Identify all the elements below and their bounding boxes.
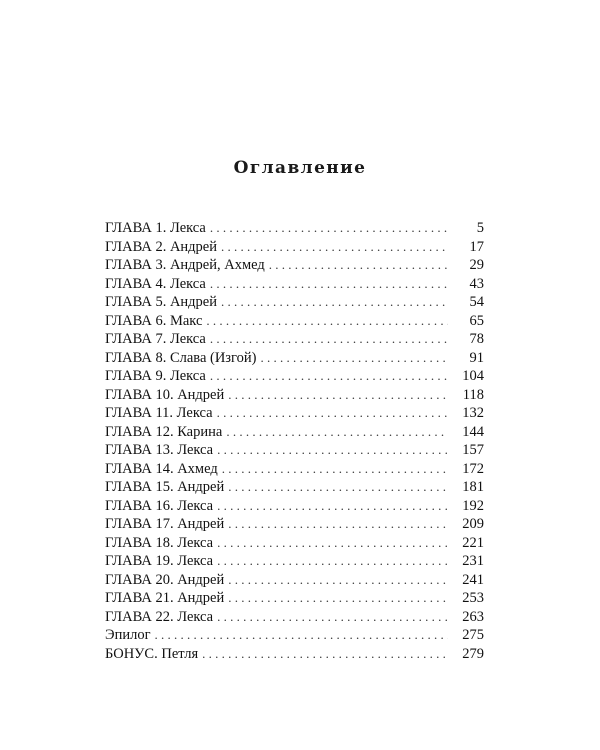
toc-page-number: 241	[462, 571, 484, 588]
toc-page-number: 43	[469, 275, 484, 292]
toc-entry-label: ГЛАВА 3. Андрей, Ахмед	[105, 257, 265, 273]
dot-leader	[206, 312, 448, 331]
toc-entry-label: Эпилог	[105, 627, 151, 643]
dot-leader	[217, 441, 448, 460]
toc-entry-label: ГЛАВА 17. Андрей	[105, 516, 225, 532]
toc-entry-label: ГЛАВА 11. Лекса	[105, 405, 213, 421]
toc-title: Оглавление	[233, 158, 367, 178]
toc-entry-label: БОНУС. Петля	[105, 645, 199, 662]
toc-entry	[105, 256, 484, 275]
toc-page-number: 172	[462, 460, 484, 477]
toc-entry	[105, 460, 484, 479]
toc-page-number: 118	[462, 386, 484, 403]
toc-entry	[105, 552, 484, 571]
toc-page-number: 221	[462, 534, 484, 551]
dot-leader	[210, 219, 448, 238]
toc-entry-label: ГЛАВА 2. Андрей	[105, 238, 218, 255]
dot-leader	[217, 404, 448, 423]
toc-entry	[105, 330, 484, 349]
toc-entry-label: ГЛАВА 19. Лекса	[105, 553, 214, 569]
toc-entry	[105, 571, 484, 590]
toc-page-number: 181	[462, 479, 484, 495]
toc-page-number: 54	[469, 294, 484, 310]
dot-leader	[228, 478, 448, 497]
dot-leader	[228, 386, 448, 405]
toc-page-number: 157	[462, 442, 484, 458]
toc-entry-label: ГЛАВА 4. Лекса	[105, 275, 206, 292]
dot-leader	[210, 367, 448, 386]
toc-entry-label: ГЛАВА 13. Лекса	[105, 442, 214, 458]
toc-entry	[105, 367, 484, 386]
toc-entry-label: ГЛАВА 22. Лекса	[105, 608, 214, 625]
toc-entry	[105, 293, 484, 312]
toc-page-number: 263	[462, 608, 484, 625]
dot-leader	[226, 423, 448, 442]
toc-page-number: 253	[462, 590, 484, 606]
toc-page-number: 17	[469, 238, 484, 255]
toc-entry	[105, 515, 484, 534]
toc-entry	[105, 608, 484, 627]
dot-leader	[155, 626, 448, 645]
toc-entry	[105, 478, 484, 497]
dot-leader	[217, 497, 448, 516]
toc-entry	[105, 238, 484, 257]
toc-page-number: 29	[469, 257, 484, 273]
toc-page-number: 144	[462, 423, 484, 440]
toc-entry-label: ГЛАВА 21. Андрей	[105, 590, 225, 606]
dot-leader	[228, 515, 448, 534]
toc-entry	[105, 349, 484, 368]
dot-leader	[221, 293, 448, 312]
toc-page-number: 279	[462, 645, 484, 662]
toc-page-number: 209	[462, 516, 484, 532]
dot-leader	[217, 552, 448, 571]
toc-page-number: 65	[469, 312, 484, 329]
toc-entry	[105, 423, 484, 442]
dot-leader	[260, 349, 448, 368]
dot-leader	[269, 256, 448, 275]
toc-entry	[105, 589, 484, 608]
dot-leader	[202, 645, 448, 664]
dot-leader	[210, 275, 448, 294]
toc-entry	[105, 219, 484, 238]
toc-page-number: 5	[476, 220, 484, 236]
toc-entry-label: ГЛАВА 8. Слава (Изгой)	[105, 349, 257, 366]
toc-page-number: 132	[462, 405, 484, 421]
toc-entry	[105, 441, 484, 460]
toc-page-number: 231	[462, 553, 484, 569]
toc-entry	[105, 534, 484, 553]
toc-entry	[105, 275, 484, 294]
toc-entry-label: ГЛАВА 15. Андрей	[105, 479, 225, 495]
toc-entry	[105, 312, 484, 331]
toc-page-number: 91	[469, 349, 484, 366]
toc-entry	[105, 386, 484, 405]
dot-leader	[222, 460, 448, 479]
toc-entry-label: ГЛАВА 12. Карина	[105, 423, 223, 440]
toc-page-number: 78	[469, 331, 484, 347]
dot-leader	[217, 534, 448, 553]
toc-entry-label: ГЛАВА 16. Лекса	[105, 497, 214, 514]
toc-list	[105, 219, 484, 663]
toc-entry-label: ГЛАВА 6. Макс	[105, 312, 203, 329]
toc-page-number: 104	[462, 368, 484, 384]
toc-entry-label: ГЛАВА 10. Андрей	[105, 386, 225, 403]
toc-entry-label: ГЛАВА 7. Лекса	[105, 331, 206, 347]
toc-page-number: 192	[462, 497, 484, 514]
dot-leader	[228, 571, 448, 590]
toc-entry	[105, 497, 484, 516]
toc-page-number: 275	[462, 627, 484, 643]
toc-entry-label: ГЛАВА 20. Андрей	[105, 571, 225, 588]
toc-entry-label: ГЛАВА 1. Лекса	[105, 220, 206, 236]
dot-leader	[228, 589, 448, 608]
toc-entry	[105, 626, 484, 645]
toc-entry	[105, 645, 484, 664]
toc-entry	[105, 404, 484, 423]
toc-entry-label: ГЛАВА 14. Ахмед	[105, 460, 218, 477]
toc-entry-label: ГЛАВА 5. Андрей	[105, 294, 218, 310]
toc-entry-label: ГЛАВА 18. Лекса	[105, 534, 214, 551]
dot-leader	[210, 330, 448, 349]
toc-entry-label: ГЛАВА 9. Лекса	[105, 368, 206, 384]
dot-leader	[221, 238, 448, 257]
dot-leader	[217, 608, 448, 627]
